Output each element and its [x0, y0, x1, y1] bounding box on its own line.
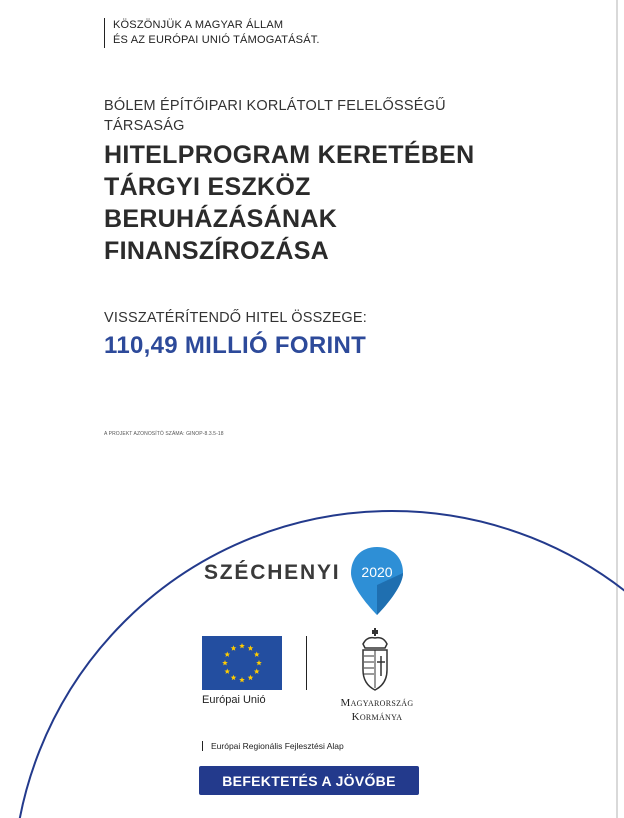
thanks-notice [104, 18, 320, 48]
szechenyi-year: 2020 [361, 564, 393, 580]
project-headline [104, 139, 574, 267]
company-line-2: TÁRSASÁG [104, 118, 185, 134]
hungarian-coat-of-arms-icon [357, 628, 393, 692]
government-line-1: Magyarország [340, 697, 414, 709]
headline-line-1: HITELPROGRAM KERETÉBEN [104, 141, 475, 169]
logo-divider [306, 636, 307, 690]
eu-label: Európai Unió [202, 694, 266, 706]
loan-label: VISSZATÉRÍTENDŐ HITEL ÖSSZEGE: [104, 310, 368, 326]
company-line-1: BÓLEM ÉPÍTŐIPARI KORLÁTOLT FELELŐSSÉGŰ [104, 98, 446, 114]
loan-amount: 110,49 MILLIÓ FORINT [104, 332, 367, 359]
company-name [104, 96, 524, 136]
headline-line-4: FINANSZÍROZÁSA [104, 237, 330, 265]
szechenyi-pin-icon [348, 545, 406, 617]
fund-label: Európai Regionális Fejlesztési Alap [202, 741, 344, 751]
invest-in-future-banner: BEFEKTETÉS A JÖVŐBE [199, 766, 419, 795]
eu-flag-icon [202, 636, 282, 690]
szechenyi-logo-text: SZÉCHENYI [204, 561, 341, 584]
headline-line-2: TÁRGYI ESZKÖZ [104, 173, 311, 201]
project-id: A PROJEKT AZONOSÍTÓ SZÁMA: GINOP-8.3.5-18 [104, 431, 224, 437]
headline-line-3: BERUHÁZÁSÁNAK [104, 205, 338, 233]
thanks-line-1: KÖSZÖNJÜK A MAGYAR ÁLLAM [113, 19, 284, 31]
government-label [318, 696, 436, 724]
government-line-2: Kormánya [351, 711, 403, 723]
thanks-line-2: ÉS AZ EURÓPAI UNIÓ TÁMOGATÁSÁT. [113, 34, 320, 46]
